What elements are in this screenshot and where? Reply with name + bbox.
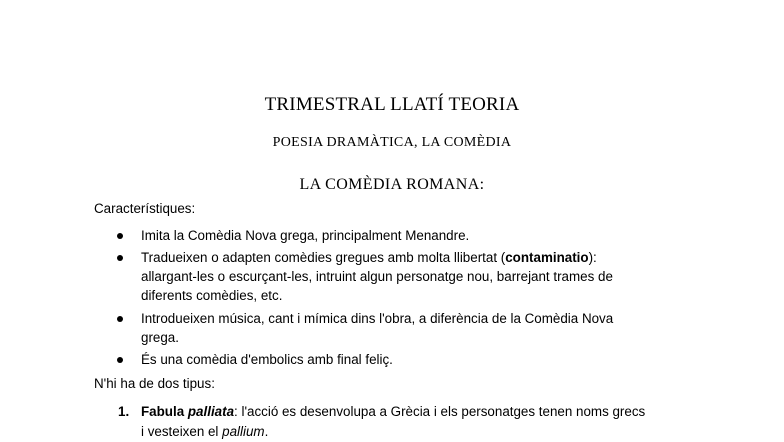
bold-term: Fabula — [141, 404, 188, 419]
types-label: N'hi ha de dos tipus: — [94, 376, 215, 391]
list-item-text: Introdueixen música, cant i mímica dins l'obra, a diferència de la Comèdia Nova — [141, 311, 614, 326]
list-item-text — [141, 248, 597, 268]
characteristics-label: Característiques: — [94, 201, 196, 216]
text-segment: ): — [588, 250, 597, 265]
list-item-text: Imita la Comèdia Nova grega, principalment Menandre. — [141, 228, 470, 243]
list-item-text: diferents comèdies, etc. — [141, 288, 283, 303]
list-item-text: grega. — [141, 330, 179, 345]
document-title: TRIMESTRAL LLATÍ TEORIA — [264, 94, 520, 115]
item-number: 1. — [118, 404, 130, 419]
text-segment: i vesteixen el — [141, 424, 223, 439]
bullet-icon — [117, 233, 123, 239]
bold-italic-term: palliata — [187, 404, 235, 419]
section-heading: LA COMÈDIA ROMANA: — [299, 176, 485, 193]
text-segment: : l'acció es desenvolupa a Grècia i els personatges tenen noms grecs — [234, 404, 646, 419]
text-segment: . — [264, 424, 269, 439]
numbered-item-text — [141, 422, 268, 442]
bullet-icon — [117, 316, 123, 322]
italic-term: pallium — [222, 424, 265, 439]
bullet-icon — [117, 357, 123, 363]
list-item-text: És una comèdia d'embolics amb final feliç. — [141, 352, 393, 367]
numbered-item-text — [141, 402, 645, 422]
bullet-icon — [117, 255, 123, 261]
text-segment: Tradueixen o adapten comèdies gregues amb molta llibertat ( — [141, 250, 506, 265]
list-item-text: allargant-les o escurçant-les, intruint algun personatge nou, barrejant trames de — [141, 269, 613, 284]
bold-term: contaminatio — [505, 250, 589, 265]
document-subtitle: POESIA DRAMÀTICA, LA COMÈDIA — [272, 135, 512, 150]
